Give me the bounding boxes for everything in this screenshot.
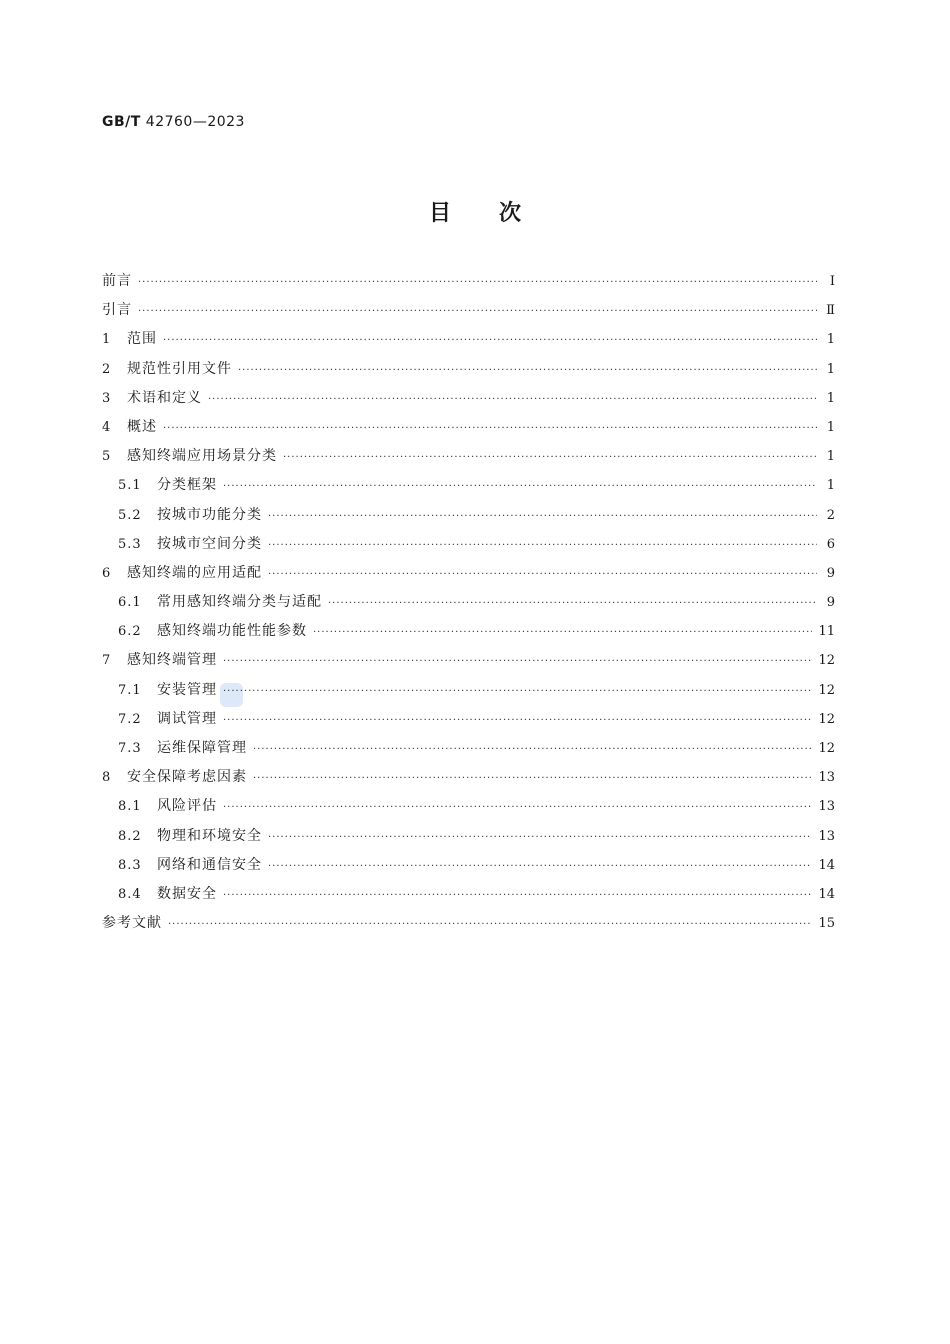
toc-entry-page: 12 [818, 653, 835, 669]
toc-dot-leader [138, 306, 817, 317]
toc-dot-leader [163, 423, 817, 434]
toc-entry-number: 3 [102, 390, 112, 406]
toc-entry-label: 安装管理 [157, 681, 217, 698]
toc-entry-number: 6 [102, 565, 112, 581]
toc-entry[interactable] [102, 766, 835, 795]
toc-entry[interactable] [102, 270, 835, 299]
toc-entry[interactable] [102, 299, 835, 328]
toc-entry-page: 14 [818, 857, 835, 873]
toc-dot-leader [223, 481, 817, 492]
toc-entry-label: 调试管理 [157, 710, 217, 727]
toc-entry-page: 11 [818, 624, 835, 640]
toc-entry-page: 13 [818, 828, 835, 844]
toc-entry-label: 网络和通信安全 [157, 856, 262, 873]
toc-entry-label: 安全保障考虑因素 [127, 769, 247, 786]
toc-dot-leader [268, 832, 812, 843]
toc-entry-label: 数据安全 [157, 885, 217, 902]
toc-entry-number: 7.1 [118, 682, 142, 698]
toc-entry-label: 感知终端管理 [127, 652, 217, 669]
toc-entry-label: 物理和环境安全 [157, 827, 262, 844]
toc-entry-label: 概述 [127, 418, 157, 435]
toc-entry-label: 术语和定义 [127, 389, 202, 406]
toc-entry-label: 前言 [102, 273, 132, 289]
toc-entry-label: 引言 [102, 302, 132, 319]
toc-entry[interactable] [102, 708, 835, 737]
toc-entry-page: 9 [826, 565, 835, 581]
toc-entry-page: 1 [826, 332, 835, 348]
toc-entry[interactable] [102, 474, 835, 503]
toc-entry[interactable] [102, 912, 835, 941]
toc-dot-leader [328, 598, 817, 609]
toc-entry[interactable] [102, 591, 835, 620]
toc-entry[interactable] [102, 328, 835, 357]
toc-dot-leader [223, 686, 812, 697]
toc-entry-label: 感知终端应用场景分类 [127, 448, 277, 465]
toc-entry-label: 规范性引用文件 [127, 360, 232, 377]
toc-dot-leader [223, 715, 812, 726]
toc-entry-label: 常用感知终端分类与适配 [157, 594, 322, 611]
toc-entry[interactable] [102, 825, 835, 854]
toc-entry-number: 5 [102, 449, 112, 465]
toc-dot-leader [138, 277, 817, 288]
toc-entry[interactable] [102, 737, 835, 766]
toc-entry[interactable] [102, 562, 835, 591]
toc-entry-number: 8.2 [118, 828, 142, 844]
toc-entry-number: 8 [102, 770, 112, 786]
toc-entry[interactable] [102, 679, 835, 708]
toc-entry-label: 风险评估 [157, 798, 217, 815]
toc-entry-label: 感知终端的应用适配 [127, 564, 262, 581]
toc-entry-page: 15 [818, 916, 835, 932]
toc-entry-number: 5.3 [118, 536, 142, 552]
toc-entry-page: 1 [826, 419, 835, 435]
toc-entry-number: 1 [102, 332, 112, 348]
toc-entry-page: 1 [826, 449, 835, 465]
toc-entry-page: 6 [826, 536, 835, 552]
toc-entry[interactable] [102, 358, 835, 387]
toc-entry-number: 4 [102, 419, 112, 435]
toc-entry[interactable] [102, 795, 835, 824]
toc-entry-page: 14 [818, 886, 835, 902]
toc-dot-leader [163, 335, 817, 346]
toc-entry-page: 1 [826, 390, 835, 406]
toc-dot-leader [268, 569, 817, 580]
toc-entry-page: 13 [818, 770, 835, 786]
toc-entry-label: 按城市空间分类 [157, 535, 262, 552]
toc-entry[interactable] [102, 445, 835, 474]
toc-entry-page: 2 [826, 507, 835, 523]
toc-entry-label: 范围 [127, 331, 157, 348]
toc-entry-label: 运维保障管理 [157, 740, 247, 756]
standard-number: 42760—2023 [145, 114, 245, 130]
toc-dot-leader [238, 365, 817, 376]
toc-entry-number: 7.2 [118, 711, 142, 727]
toc-dot-leader [283, 452, 817, 463]
toc-entry-number: 6.1 [118, 595, 142, 611]
toc-entry-page: Ⅰ [829, 274, 835, 289]
toc-dot-leader [208, 394, 817, 405]
toc-dot-leader [253, 744, 812, 755]
toc-entry[interactable] [102, 504, 835, 533]
toc-entry-page: 1 [826, 361, 835, 377]
toc-entry[interactable] [102, 387, 835, 416]
toc-entry[interactable] [102, 883, 835, 912]
toc-entry-page: 12 [818, 682, 835, 698]
toc-dot-leader [253, 773, 812, 784]
toc-entry[interactable] [102, 854, 835, 883]
toc-dot-leader [168, 919, 812, 930]
toc-dot-leader [223, 890, 812, 901]
toc-entry-page: 12 [818, 711, 835, 727]
toc-entry-page: Ⅱ [826, 303, 835, 319]
toc-entry-number: 6.2 [118, 624, 142, 640]
toc-title: 目次 [428, 201, 569, 226]
toc-entry-label: 感知终端功能性能参数 [157, 623, 307, 640]
toc-entry-number: 8.4 [118, 886, 142, 902]
toc-entry-page: 13 [818, 799, 835, 815]
toc-entry[interactable] [102, 620, 835, 649]
toc-entry[interactable] [102, 533, 835, 562]
toc-entry-number: 2 [102, 361, 112, 377]
toc-entry-number: 7.3 [118, 741, 142, 756]
toc-dot-leader [268, 511, 817, 522]
toc-dot-leader [313, 627, 812, 638]
toc-dot-leader [268, 540, 817, 551]
toc-entry-page: 9 [826, 595, 835, 611]
toc-entry[interactable] [102, 649, 835, 678]
standard-code [102, 114, 245, 130]
toc-entry[interactable] [102, 416, 835, 445]
table-of-contents [102, 270, 835, 941]
toc-entry-label: 按城市功能分类 [157, 506, 262, 523]
toc-entry-number: 7 [102, 653, 112, 669]
toc-entry-page: 1 [826, 478, 835, 494]
toc-entry-label: 参考文献 [102, 915, 162, 932]
standard-prefix: GB/T [102, 114, 141, 130]
toc-dot-leader [268, 861, 812, 872]
toc-entry-page: 12 [818, 741, 835, 756]
toc-entry-number: 8.1 [118, 799, 142, 815]
toc-entry-number: 8.3 [118, 857, 142, 873]
toc-entry-number: 5.1 [118, 478, 142, 494]
toc-entry-label: 分类框架 [157, 477, 217, 494]
toc-dot-leader [223, 656, 812, 667]
toc-entry-number: 5.2 [118, 507, 142, 523]
toc-dot-leader [223, 802, 812, 813]
